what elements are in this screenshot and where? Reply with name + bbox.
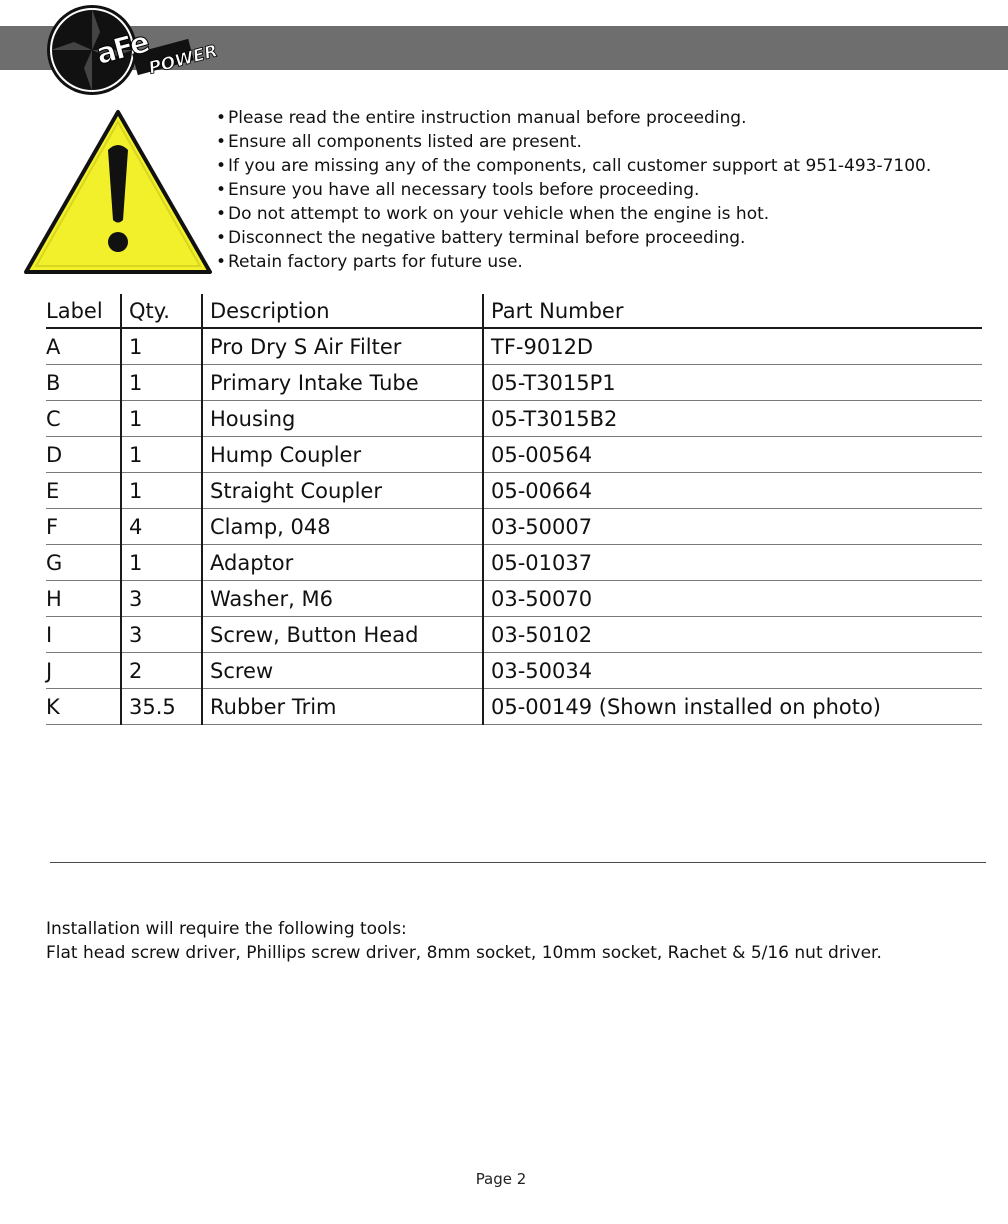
cell-label: H [46, 581, 121, 617]
cell-qty: 1 [121, 328, 202, 365]
tools-intro: Installation will require the following tools: [46, 919, 407, 939]
table-row [46, 617, 982, 653]
cell-part-number: 03-50007 [483, 509, 982, 545]
cell-description: Hump Coupler [202, 437, 483, 473]
section-divider [50, 862, 986, 863]
cell-description: Clamp, 048 [202, 509, 483, 545]
precaution-item: • Ensure you have all necessary tools before proceeding. [216, 178, 931, 202]
cell-part-number: 03-50034 [483, 653, 982, 689]
precaution-item: • Retain factory parts for future use. [216, 250, 931, 274]
precaution-item: • Do not attempt to work on your vehicle when the engine is hot. [216, 202, 931, 226]
required-tools [46, 917, 882, 965]
cell-part-number: 03-50102 [483, 617, 982, 653]
cell-description: Washer, M6 [202, 581, 483, 617]
cell-qty: 1 [121, 545, 202, 581]
table-row [46, 509, 982, 545]
table-row [46, 401, 982, 437]
cell-qty: 1 [121, 473, 202, 509]
parts-table-header [46, 294, 982, 328]
cell-description: Adaptor [202, 545, 483, 581]
table-row [46, 328, 982, 365]
cell-qty: 4 [121, 509, 202, 545]
cell-label: D [46, 437, 121, 473]
cell-part-number: TF-9012D [483, 328, 982, 365]
cell-description: Screw, Button Head [202, 617, 483, 653]
table-row [46, 473, 982, 509]
cell-label: C [46, 401, 121, 437]
table-row [46, 545, 982, 581]
cell-qty: 1 [121, 365, 202, 401]
cell-part-number: 05-00149 (Shown installed on photo) [483, 689, 982, 725]
column-header-label: Label [46, 294, 121, 328]
cell-qty: 3 [121, 617, 202, 653]
cell-part-number: 03-50070 [483, 581, 982, 617]
table-row [46, 581, 982, 617]
column-header-qty: Qty. [121, 294, 202, 328]
cell-part-number: 05-T3015B2 [483, 401, 982, 437]
cell-label: I [46, 617, 121, 653]
table-row [46, 437, 982, 473]
precaution-item: • If you are missing any of the components, call customer support at 951-493-7100. [216, 154, 931, 178]
table-row [46, 365, 982, 401]
table-row [46, 653, 982, 689]
precaution-item: • Please read the entire instruction manual before proceeding. [216, 106, 931, 130]
cell-label: J [46, 653, 121, 689]
cell-part-number: 05-00564 [483, 437, 982, 473]
table-row [46, 689, 982, 725]
cell-description: Rubber Trim [202, 689, 483, 725]
cell-part-number: 05-00664 [483, 473, 982, 509]
column-header-part-number: Part Number [483, 294, 982, 328]
logo-subtext: POWER [146, 41, 220, 79]
cell-description: Housing [202, 401, 483, 437]
cell-part-number: 05-01037 [483, 545, 982, 581]
column-header-description: Description [202, 294, 483, 328]
cell-qty: 35.5 [121, 689, 202, 725]
cell-label: G [46, 545, 121, 581]
precaution-list [216, 106, 931, 274]
cell-qty: 1 [121, 401, 202, 437]
cell-label: F [46, 509, 121, 545]
precaution-item: • Disconnect the negative battery terminal before proceeding. [216, 226, 931, 250]
parts-table [46, 294, 982, 725]
cell-qty: 2 [121, 653, 202, 689]
cell-qty: 1 [121, 437, 202, 473]
cell-description: Straight Coupler [202, 473, 483, 509]
cell-label: E [46, 473, 121, 509]
cell-description: Pro Dry S Air Filter [202, 328, 483, 365]
cell-part-number: 05-T3015P1 [483, 365, 982, 401]
cell-description: Screw [202, 653, 483, 689]
cell-label: A [46, 328, 121, 365]
page-number: Page 2 [475, 1170, 527, 1188]
cell-label: B [46, 365, 121, 401]
precaution-item: • Ensure all components listed are present. [216, 130, 931, 154]
cell-qty: 3 [121, 581, 202, 617]
cell-description: Primary Intake Tube [202, 365, 483, 401]
logo-text: aFe [92, 24, 152, 72]
afe-power-logo [44, 2, 220, 100]
tools-list: Flat head screw driver, Phillips screw driver, 8mm socket, 10mm socket, Rachet & 5/16 nut driver. [46, 943, 882, 963]
cell-label: K [46, 689, 121, 725]
warning-triangle-icon [22, 108, 214, 276]
